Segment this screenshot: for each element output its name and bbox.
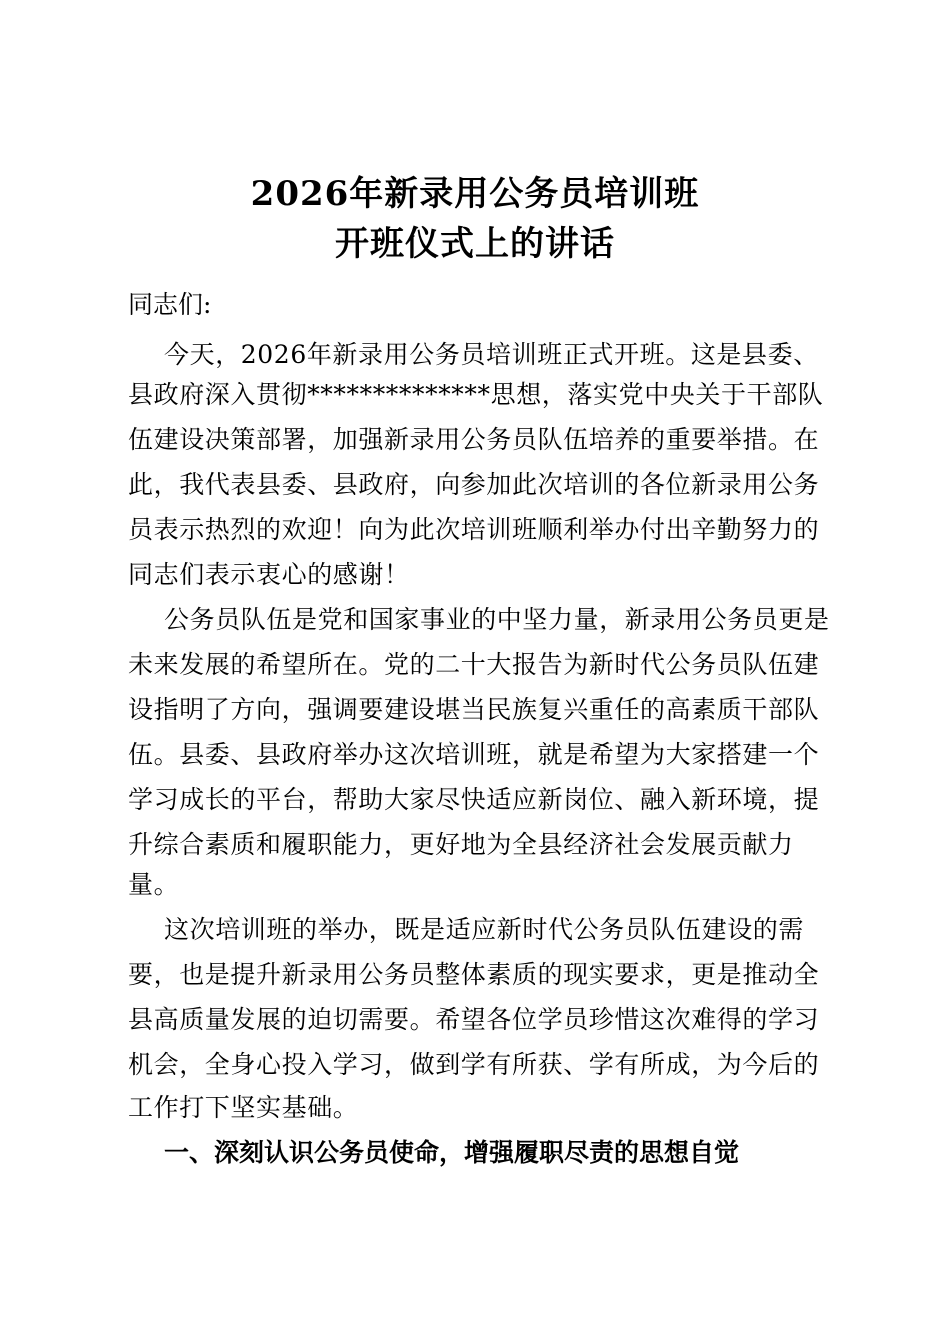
- paragraph-2-line-5: 学习成长的平台，帮助大家尽快适应新岗位、融入新环境，提: [128, 785, 820, 814]
- paragraph-2-line-4: 伍。县委、县政府举办这次培训班，就是希望为大家搭建一个: [128, 740, 820, 769]
- paragraph-2-line-3: 设指明了方向，强调要建设堪当民族复兴重任的高素质干部队: [128, 695, 820, 724]
- paragraph-1-line-5: 员表示热烈的欢迎！向为此次培训班顺利举办付出辛勤努力的: [128, 515, 820, 544]
- paragraph-1-line-4: 此，我代表县委、县政府，向参加此次培训的各位新录用公务: [128, 470, 820, 499]
- paragraph-3-line-3: 县高质量发展的迫切需要。希望各位学员珍惜这次难得的学习: [128, 1005, 820, 1034]
- paragraph-2-line-1: 公务员队伍是党和国家事业的中坚力量，新录用公务员更是: [164, 605, 830, 634]
- paragraph-2-line-2: 未来发展的希望所在。党的二十大报告为新时代公务员队伍建: [128, 650, 820, 679]
- paragraph-2-line-6: 升综合素质和履职能力，更好地为全县经济社会发展贡献力: [128, 830, 794, 859]
- document-title-line-1: 2026年新录用公务员培训班: [250, 174, 700, 214]
- paragraph-3-line-5: 工作打下坚实基础。: [128, 1093, 359, 1122]
- salutation: 同志们:: [128, 290, 212, 319]
- paragraph-3-line-2: 要，也是提升新录用公务员整体素质的现实要求，更是推动全: [128, 960, 820, 989]
- paragraph-3-line-1: 这次培训班的举办，既是适应新时代公务员队伍建设的需: [164, 915, 805, 944]
- document-title-line-2: 开班仪式上的讲话: [335, 224, 615, 264]
- paragraph-3-line-4: 机会，全身心投入学习，做到学有所获、学有所成，为今后的: [128, 1050, 820, 1079]
- paragraph-2-line-7: 量。: [128, 870, 180, 899]
- paragraph-1-line-1: 今天，2026年新录用公务员培训班正式开班。这是县委、: [164, 340, 819, 369]
- paragraph-1-line-6: 同志们表示衷心的感谢！: [128, 560, 410, 589]
- section-heading: 一、深刻认识公务员使命，增强履职尽责的思想自觉: [164, 1138, 740, 1167]
- paragraph-1-line-3: 伍建设决策部署，加强新录用公务员队伍培养的重要举措。在: [128, 425, 820, 454]
- paragraph-1-line-2: 县政府深入贯彻**************思想，落实党中央关于干部队: [128, 380, 824, 409]
